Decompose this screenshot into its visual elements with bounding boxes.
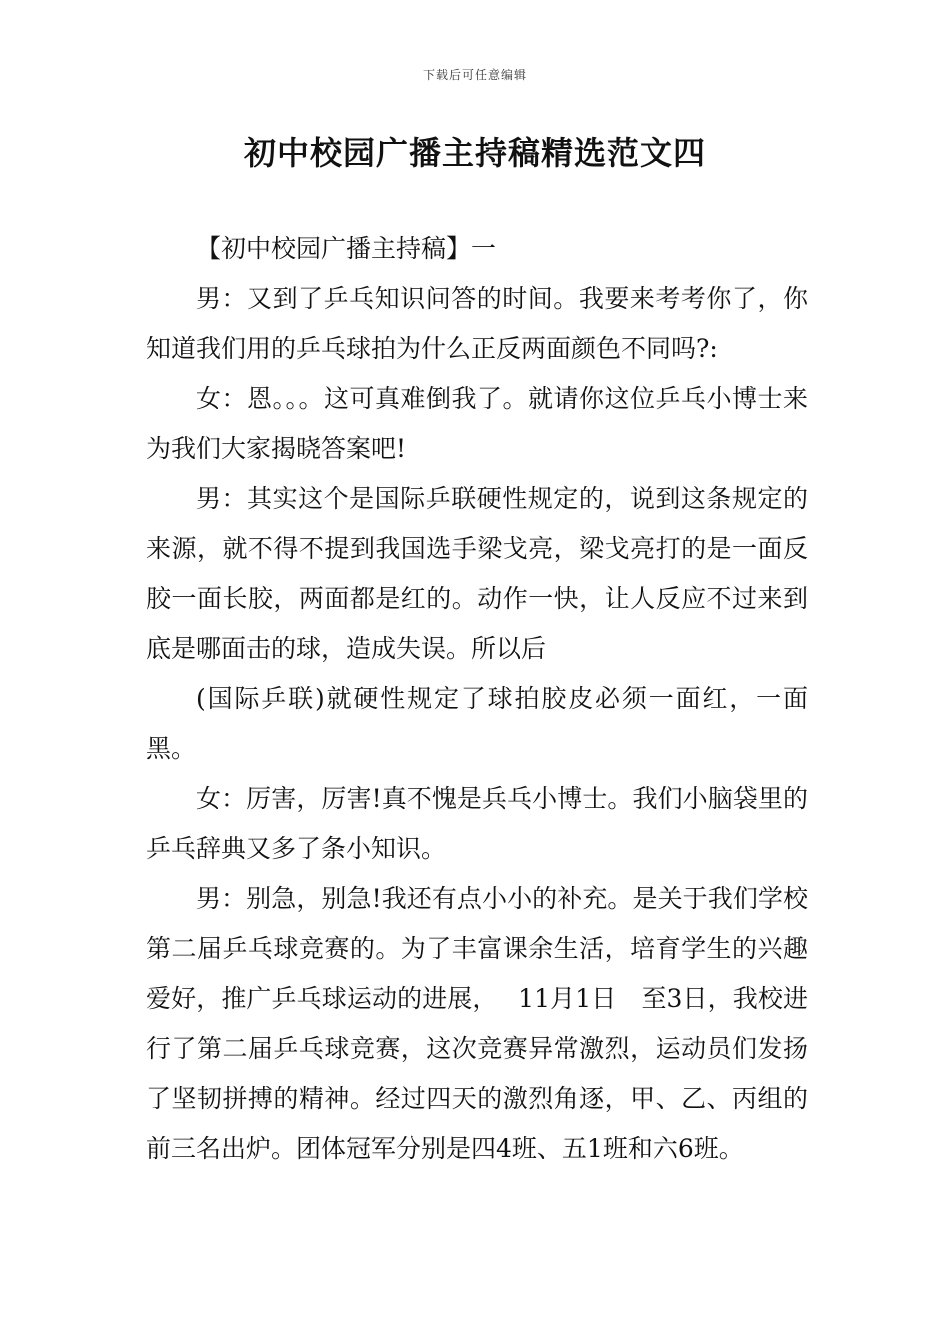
paragraph: 女：恩。。。这可真难倒我了。就请你这位乒乓小博士来为我们大家揭晓答案吧! <box>146 384 808 463</box>
paragraph: 男：又到了乒乓知识问答的时间。我要来考考你了，你知道我们用的乒乓球拍为什么正反两面颜色不同吗?: <box>146 284 808 363</box>
paragraph: 男：别急，别急!我还有点小小的补充。是关于我们学校第二届乒乓球竞赛的。为了丰富课余生活，培育学生的兴趣爱好，推广乒乓球运动的进展， 11月1日 至3日，我校进行了第二届乒乓球竞赛，这次竞赛异常激烈，运动员们发扬了坚韧拼搏的精神。经过四天的激烈角逐，甲、乙、丙组的前三名出炉。团体冠军分别是四4班、五1班和六6班。 <box>146 884 808 1163</box>
section-heading: 【初中校园广播主持稿】一 <box>196 234 497 263</box>
document-title: 初中校园广播主持稿精选范文四 <box>243 134 706 172</box>
header-note: 下载后可任意编辑 <box>422 68 527 82</box>
paragraph: (国际乒联)就硬性规定了球拍胶皮必须一面红，一面黑。 <box>146 684 808 763</box>
document-body <box>146 224 808 1174</box>
paragraph: 女：厉害，厉害!真不愧是兵乓小博士。我们小脑袋里的乒乓辞典又多了条小知识。 <box>146 784 808 863</box>
paragraph: 男：其实这个是国际乒联硬性规定的，说到这条规定的来源，就不得不提到我国选手梁戈亮，梁戈亮打的是一面反胶一面长胶，两面都是红的。动作一快，让人反应不过来到底是哪面击的球，造成失误。所以后 <box>146 484 808 663</box>
